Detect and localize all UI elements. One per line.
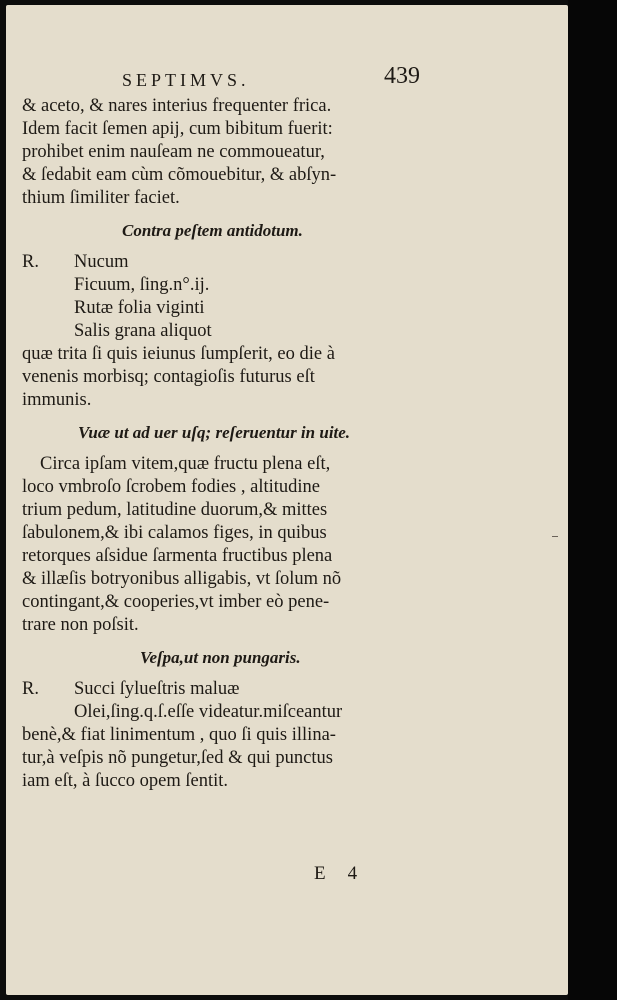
margin-mark: [552, 536, 558, 537]
recipe-row: [22, 678, 442, 701]
text-line: thium ſimiliter faciet.: [22, 188, 180, 208]
paragraph-1: [22, 95, 442, 210]
ingredient: Succi ſylueſtris maluæ: [74, 679, 240, 699]
section-heading: Contra peſtem antidotum.: [122, 221, 303, 240]
text-line: venenis morbisq; contagioſis futurus eſt: [22, 367, 315, 387]
signature-mark: [314, 863, 379, 885]
ingredient: Salis grana aliquot: [74, 321, 212, 341]
page-text: [22, 65, 442, 793]
text-line: Idem facit ſemen apij, cum bibitum fuerit:: [22, 119, 333, 139]
running-title: SEPTIMVS.: [122, 70, 250, 90]
ingredient: Ficuum, ſing.n°.ij.: [74, 275, 210, 295]
ingredient: Rutæ folia viginti: [74, 298, 205, 318]
recipe-label: R.: [22, 679, 39, 699]
text-line: prohibet enim nauſeam ne commoueatur,: [22, 142, 325, 162]
text-line: & illæſis botryonibus alligabis, vt ſolum nõ: [22, 569, 342, 589]
recipe-row: [22, 251, 442, 274]
book-page: [6, 5, 568, 995]
section-heading: Veſpa,ut non pungaris.: [140, 648, 301, 667]
text-line: immunis.: [22, 390, 92, 410]
text-line: quæ trita ſi quis ieiunus ſumpſerit, eo die à: [22, 344, 335, 364]
section-heading: Vuæ ut ad uer uſq; reſeruentur in uite.: [78, 423, 351, 442]
paragraph-3: [22, 453, 442, 637]
signature-number: 4: [347, 863, 358, 884]
text-line: Circa ipſam vitem,quæ fructu plena eſt,: [40, 454, 331, 474]
ingredient: Nucum: [74, 252, 129, 272]
recipe-1: [22, 251, 442, 343]
paragraph-4: [22, 724, 442, 793]
text-line: benè,& fiat linimentum , quo ſi quis illina-: [22, 725, 336, 745]
ingredient: Olei,ſing.q.ſ.eſſe videatur.miſceantur: [74, 702, 343, 722]
text-line: tur,à veſpis nõ pungetur,ſed & qui punctus: [22, 748, 333, 768]
text-line: retorques aſsidue ſarmenta fructibus plena: [22, 546, 333, 566]
text-line: trium pedum, latitudine duorum,& mittes: [22, 500, 328, 520]
book-spine-shadow: [568, 0, 617, 1000]
page-number: 439: [384, 63, 420, 89]
signature-letter: E: [314, 863, 326, 884]
text-line: contingant,& cooperies,vt imber eò pene-: [22, 592, 330, 612]
recipe-label: R.: [22, 252, 39, 272]
page-header: [22, 65, 442, 95]
text-line: trare non poſsit.: [22, 615, 139, 635]
text-line: & ſedabit eam cùm cõmouebitur, & abſyn-: [22, 165, 337, 185]
text-line: iam eſt, à ſucco opem ſentit.: [22, 771, 229, 791]
text-line: loco vmbroſo ſcrobem fodies , altitudine: [22, 477, 320, 497]
recipe-2: [22, 678, 442, 724]
paragraph-2: [22, 343, 442, 412]
text-line: & aceto, & nares interius frequenter frica.: [22, 96, 332, 116]
text-line: ſabulonem,& ibi calamos figes, in quibus: [22, 523, 327, 543]
